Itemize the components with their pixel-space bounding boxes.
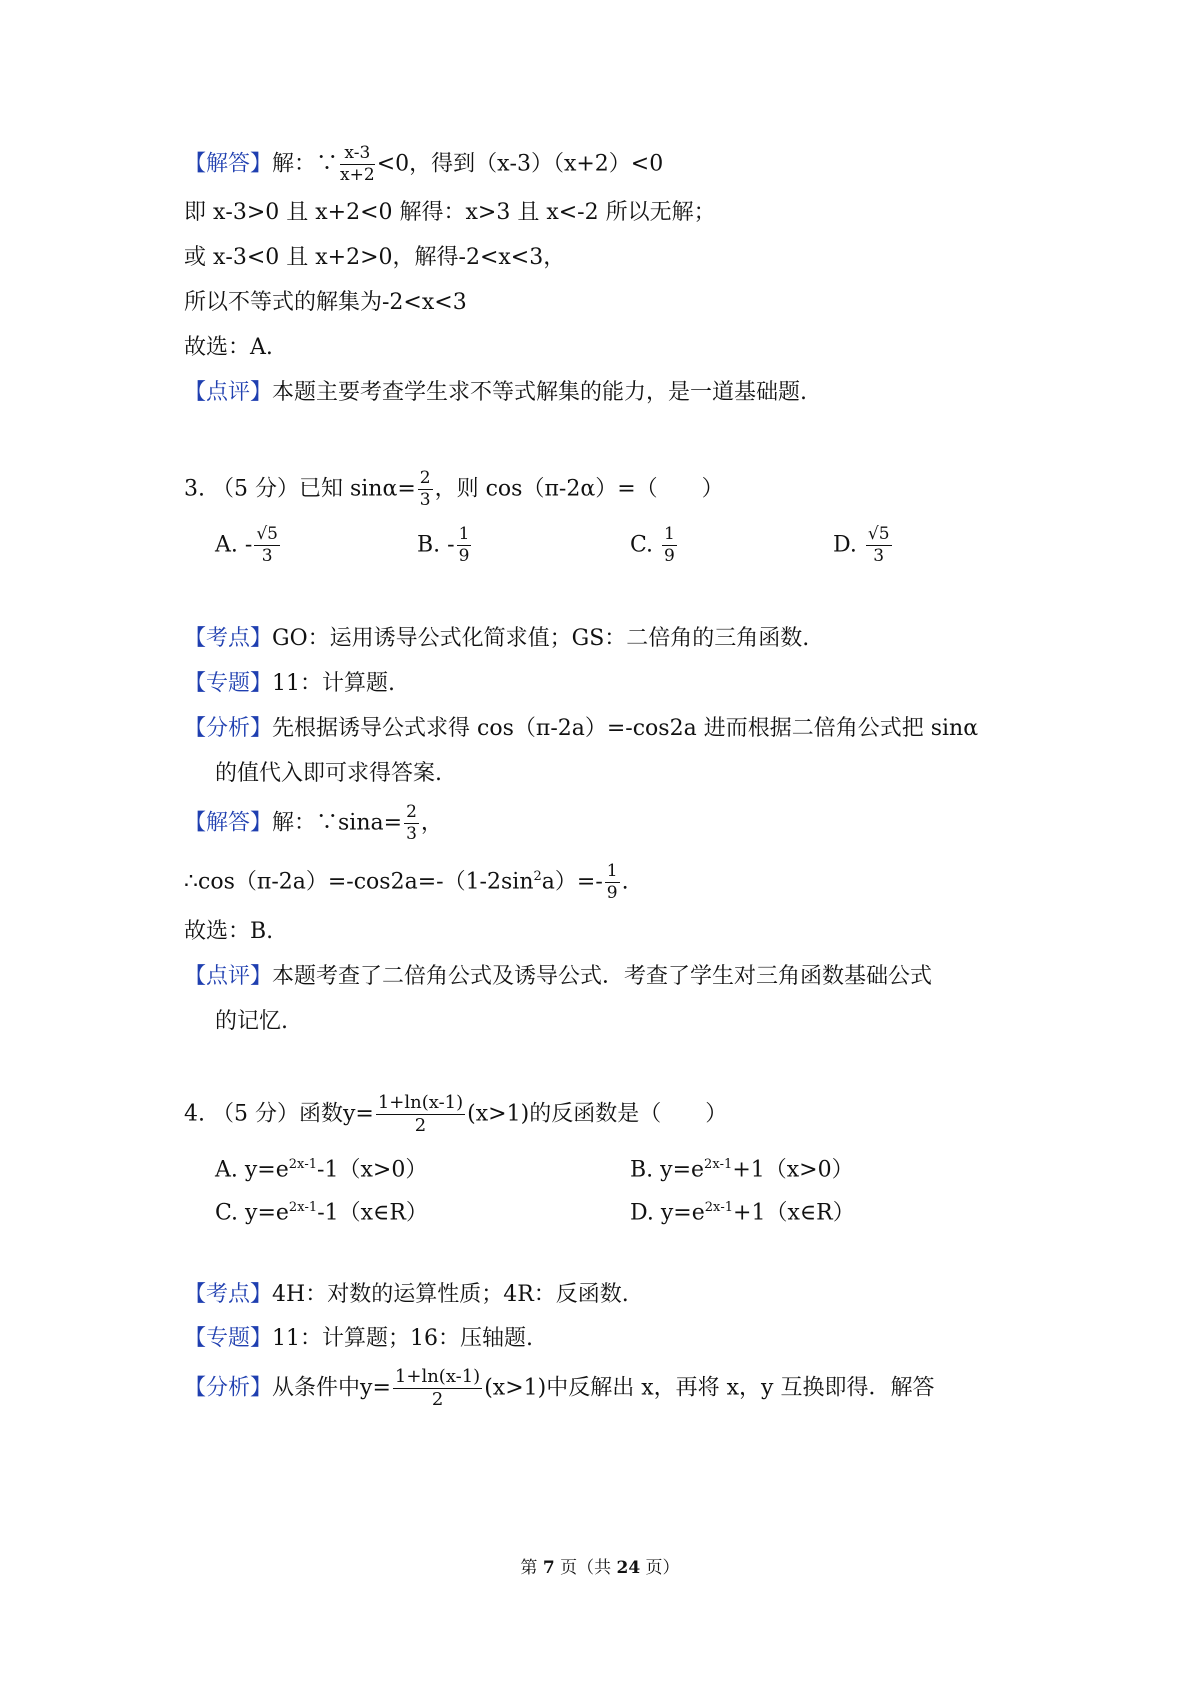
q3-calculation: $\therefore\cos(\pi‐2a)=‐\cos 2a=‐(1‐2\sin^2a)=‐$ $\frac{1}{9}$ . [184, 860, 629, 903]
q3-topic: 【专题】11：计算题. [184, 671, 396, 696]
q4-option-d: D. $y=e^{2x‐1}+1(x\in R)$ [630, 1200, 855, 1226]
q4-stem: 4. （5 分）函数y= $\frac{1+\ln(x-1)}{2}$ (x>1)的反函数是（ ） [184, 1092, 728, 1136]
q3-option-d: D. $\frac{√5}{3}$ [833, 524, 890, 566]
solution-line-2: 即 x‐3>0 且 x+2<0 解得：x>3 且 x<‐2 所以无解； [184, 200, 716, 225]
q3-stem: 3. （5 分）已知 sinα= $\frac{2}{3}$ ，则 cos（π‐2α）=（ ） [184, 468, 724, 510]
page-footer: 第 7 页（共 24 页） [520, 1558, 680, 1578]
q4-option-a: A. $y=e^{2x‐1}‐1(x>0)$ [215, 1157, 428, 1183]
solution-choice: 故选：A. [184, 335, 273, 360]
q4-option-b: B. $y=e^{2x‐1}+1(x>0)$ [630, 1157, 854, 1183]
q3-option-c: C. $\frac{1}{9}$ [630, 524, 675, 566]
fraction: $\frac{x-3}{x+2}$ [340, 143, 375, 185]
q3-knowledge-point: 【考点】GO：运用诱导公式化简求值；GS：二倍角的三角函数. [184, 626, 810, 651]
q3-comment-cont: 的记忆. [215, 1009, 288, 1034]
page-number: 7 [542, 1558, 555, 1578]
q3-option-a: A. ‐ $\frac{√5}{3}$ [215, 524, 278, 566]
q3-analysis: 【分析】先根据诱导公式求得 cos（π‐2a）=‐cos2a 进而根据二倍角公式把 sinα [184, 716, 979, 741]
q3-solution: 【解答】解：∵sina= $\frac{2}{3}$ ， [184, 802, 443, 844]
comment-tag: 【点评】 [184, 380, 273, 405]
q4-option-c: C. $y=e^{2x‐1}‐1(x\in R)$ [215, 1200, 428, 1226]
q3-comment: 【点评】本题考查了二倍角公式及诱导公式．考查了学生对三角函数基础公式 [184, 964, 933, 989]
q3-analysis-cont: 的值代入即可求得答案. [215, 761, 442, 786]
fraction: $\frac{2}{3}$ [419, 468, 431, 510]
q4-analysis: 【分析】从条件中y= $\frac{1+\ln(x-1)}{2}$ (x>1)中反解出 x，再将 x，y 互换即得．解答 [184, 1366, 935, 1410]
comment-line: 【点评】本题主要考查学生求不等式解集的能力，是一道基础题. [184, 380, 808, 405]
q4-knowledge-point: 【考点】4H：对数的运算性质；4R：反函数. [184, 1282, 629, 1307]
q3-choice: 故选：B. [184, 919, 274, 944]
q3-option-b: B. ‐ $\frac{1}{9}$ [417, 524, 470, 566]
solution-line-3: 或 x‐3<0 且 x+2>0，解得‐2<x<3， [184, 245, 566, 270]
q4-topic: 【专题】11：计算题；16：压轴题. [184, 1326, 533, 1351]
answer-tag: 【解答】 [184, 151, 273, 177]
page-total: 24 [616, 1558, 641, 1578]
solution-line-1: 【解答】解：∵ $\frac{x-3}{x+2}$ <0，得到（x‐3）（x+2）<0 [184, 143, 664, 185]
solution-line-4: 所以不等式的解集为‐2<x<3 [184, 290, 467, 315]
